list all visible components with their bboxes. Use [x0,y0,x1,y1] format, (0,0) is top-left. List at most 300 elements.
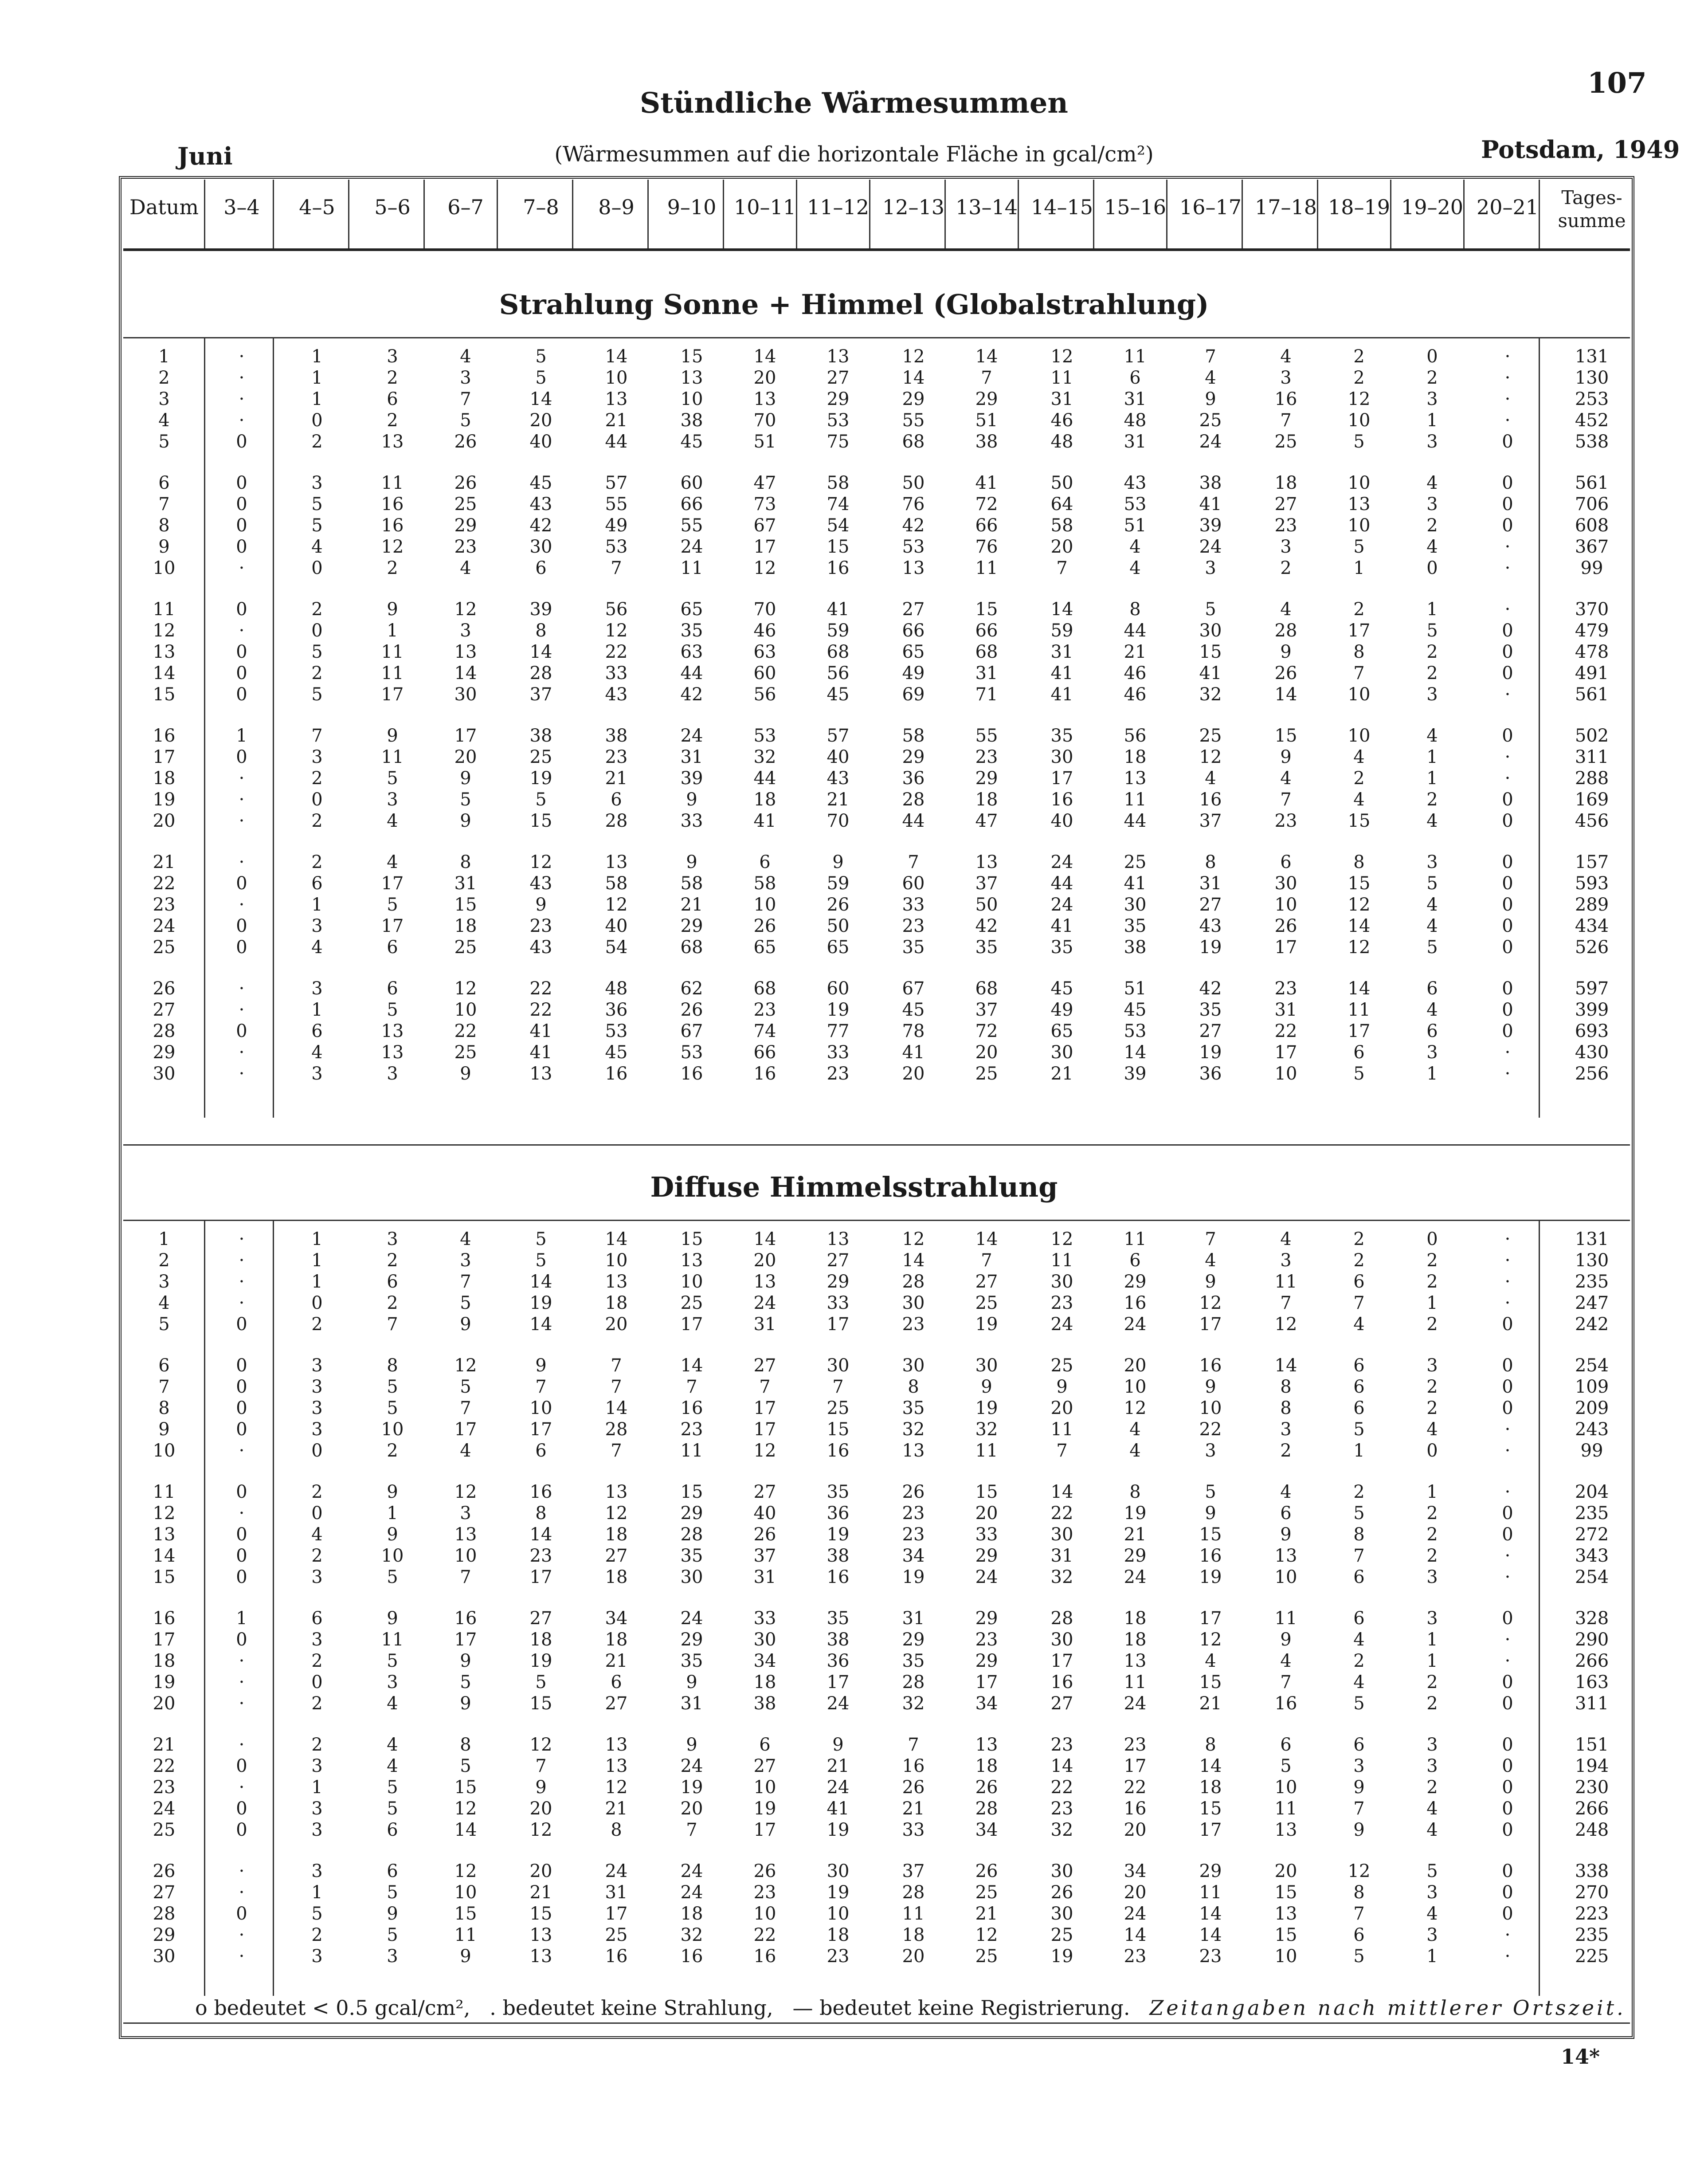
row-total: 311 [1575,747,1609,767]
table-cell: 0 [1502,1882,1513,1903]
table-cell: 67 [680,1021,703,1041]
table-cell: 20 [680,1798,703,1819]
table-cell: 42 [1199,978,1222,999]
table-cell: 41 [753,811,776,831]
table-cell: 5 [311,515,323,536]
table-cell: 30 [753,1629,776,1650]
header-column-divider [1539,180,1540,248]
table-cell: 66 [975,620,998,641]
table-cell: 23 [1274,811,1297,831]
table-cell: 1 [1353,558,1365,578]
table-cell: 9 [1353,1777,1365,1798]
table-cell: 13 [680,1250,703,1271]
table-cell: 17 [1124,1756,1147,1776]
table-cell: 5 [1353,1503,1365,1523]
table-cell: 15 [1199,1524,1222,1545]
table-cell: 0 [236,515,247,536]
row-date: 11 [153,599,176,620]
table-cell: 43 [605,684,628,705]
table-cell: 0 [311,558,323,578]
table-cell: · [1504,1629,1511,1650]
table-cell: 35 [1124,916,1147,936]
table-cell: 1 [1426,747,1438,767]
row-total: 597 [1575,978,1609,999]
table-cell: 25 [454,494,477,514]
row-date: 3 [158,389,170,409]
row-total: 194 [1575,1756,1609,1776]
table-cell: 0 [1502,937,1513,958]
table-cell: 37 [753,1546,776,1566]
table-cell: 11 [902,1904,925,1924]
table-cell: 7 [1353,1293,1365,1313]
table-cell: 0 [311,789,323,810]
table-cell: 20 [529,1798,552,1819]
table-cell: 24 [1124,1693,1147,1714]
row-date: 22 [153,873,176,894]
table-cell: 5 [535,368,547,388]
table-cell: 0 [1502,1693,1513,1714]
table-cell: 17 [605,1904,628,1924]
row-date: 2 [158,1250,170,1271]
section-title: Strahlung Sonne + Himmel (Globalstrahlung) [499,288,1209,321]
table-cell: 16 [1050,789,1073,810]
table-cell: 8 [1129,1482,1141,1502]
table-cell: 1 [311,1777,323,1798]
table-cell: 24 [1199,537,1222,557]
table-cell: · [1504,368,1511,388]
table-cell: 27 [529,1608,552,1629]
table-cell: 35 [902,1651,925,1671]
row-date: 8 [158,1398,170,1418]
row-total: 243 [1575,1419,1609,1440]
table-cell: 23 [1274,978,1297,999]
table-cell: 3 [387,1672,398,1692]
table-cell: · [1504,389,1511,409]
table-cell: 65 [753,937,776,958]
table-cell: 58 [753,873,776,894]
table-cell: 2 [311,811,323,831]
table-cell: 44 [1050,873,1073,894]
table-cell: 6 [311,1608,323,1629]
table-cell: 7 [387,1314,398,1335]
row-date: 16 [153,726,176,746]
table-cell: 45 [680,432,703,452]
table-cell: 11 [1274,1798,1297,1819]
table-cell: 7 [611,1355,622,1376]
table-cell: 42 [529,515,552,536]
table-cell: 40 [753,1503,776,1523]
table-cell: 6 [1353,1398,1365,1418]
table-cell: 6 [311,873,323,894]
table-cell: 3 [311,473,323,493]
table-cell: 12 [753,1441,776,1461]
table-cell: · [1504,1229,1511,1249]
table-cell: 29 [827,1272,850,1292]
table-cell: 68 [827,642,850,662]
table-cell: · [239,811,245,831]
table-cell: 23 [1274,515,1297,536]
table-cell: 0 [236,1904,247,1924]
table-cell: 14 [1050,1482,1073,1502]
table-cell: 23 [827,1946,850,1967]
table-cell: 4 [387,811,398,831]
table-cell: 3 [1280,368,1292,388]
table-cell: 16 [381,494,404,514]
table-cell: 67 [902,978,925,999]
table-cell: 45 [605,1042,628,1063]
table-cell: 12 [1199,1293,1222,1313]
table-cell: 12 [753,558,776,578]
table-cell: 6 [759,852,771,872]
table-cell: 27 [753,1355,776,1376]
table-cell: · [239,895,245,915]
table-cell: 0 [1502,432,1513,452]
table-cell: · [239,1293,245,1313]
table-cell: 1 [311,1250,323,1271]
column-header: 11–12 [807,195,870,219]
table-cell: 59 [827,620,850,641]
table-cell: 18 [1274,473,1297,493]
table-cell: 5 [387,1000,398,1020]
row-date: 14 [153,1546,176,1566]
table-cell: 27 [827,368,850,388]
table-cell: 4 [1205,1651,1216,1671]
table-cell: 25 [605,1925,628,1945]
table-cell: 74 [753,1021,776,1041]
table-cell: · [239,1672,245,1692]
table-cell: · [239,852,245,872]
table-cell: 3 [311,1567,323,1587]
table-cell: 15 [1199,1798,1222,1819]
table-cell: · [239,1229,245,1249]
table-cell: 4 [387,1756,398,1776]
table-cell: 13 [1274,1546,1297,1566]
table-cell: 26 [753,1861,776,1881]
table-cell: 26 [1274,916,1297,936]
row-total: 526 [1575,937,1609,958]
table-cell: 9 [387,726,398,746]
table-cell: 29 [975,1546,998,1566]
table-cell: · [239,1042,245,1063]
table-cell: 29 [902,389,925,409]
table-cell: 4 [387,1735,398,1755]
table-cell: 20 [753,1250,776,1271]
table-cell: 5 [387,1377,398,1397]
table-cell: 24 [1124,1314,1147,1335]
table-cell: 4 [1426,1419,1438,1440]
table-cell: 14 [605,1229,628,1249]
table-cell: 3 [1426,494,1438,514]
table-cell: 2 [1280,558,1292,578]
row-date: 23 [153,895,176,915]
table-cell: 58 [827,473,850,493]
table-cell: 3 [311,916,323,936]
table-cell: 1 [311,1272,323,1292]
table-cell: 19 [975,1314,998,1335]
table-cell: 9 [535,1777,547,1798]
table-cell: · [239,1651,245,1671]
table-cell: 0 [236,1567,247,1587]
table-cell: 0 [236,937,247,958]
table-cell: 30 [827,1355,850,1376]
row-total: 130 [1575,368,1609,388]
table-cell: 13 [902,558,925,578]
table-cell: 76 [975,537,998,557]
table-cell: 14 [1274,684,1297,705]
table-cell: 7 [460,1567,471,1587]
table-cell: 39 [529,599,552,620]
table-cell: 17 [1199,1608,1222,1629]
table-cell: 6 [1426,978,1438,999]
table-cell: 13 [454,1524,477,1545]
table-cell: 19 [902,1567,925,1587]
table-cell: 2 [311,432,323,452]
table-cell: 45 [827,684,850,705]
table-cell: · [1504,1567,1511,1587]
table-cell: 1 [236,726,247,746]
table-cell: 6 [1353,1272,1365,1292]
table-cell: 3 [311,1756,323,1776]
table-cell: 19 [827,1000,850,1020]
table-cell: 10 [381,1419,404,1440]
table-cell: 6 [1353,1925,1365,1945]
table-cell: 0 [311,1293,323,1313]
table-cell: 20 [529,410,552,431]
table-cell: 8 [1129,599,1141,620]
column-header: 14–15 [1030,195,1093,219]
table-cell: 25 [1199,726,1222,746]
table-cell: 70 [827,811,850,831]
table-cell: 23 [1124,1946,1147,1967]
page-subtitle: (Wärmesummen auf die horizontale Fläche in gcal/cm²) [554,142,1154,167]
table-cell: 44 [753,768,776,789]
table-cell: 41 [1050,916,1073,936]
table-cell: 50 [1050,473,1073,493]
table-cell: 41 [1199,494,1222,514]
table-cell: 5 [1426,1861,1438,1881]
table-cell: 0 [1502,1777,1513,1798]
page-title: Stündliche Wärmesummen [640,86,1068,120]
table-cell: 2 [1426,1314,1438,1335]
table-cell: 0 [1426,1229,1438,1249]
table-cell: 5 [387,1398,398,1418]
row-total: 99 [1580,558,1603,578]
table-cell: 0 [1502,1904,1513,1924]
date-column-divider [204,1220,205,1996]
table-cell: 1 [1353,1441,1365,1461]
row-total: 225 [1575,1946,1609,1967]
table-cell: 29 [1124,1272,1147,1292]
table-cell: 15 [1274,1925,1297,1945]
table-cell: 4 [1205,1250,1216,1271]
table-cell: 58 [605,873,628,894]
table-cell: 25 [975,1946,998,1967]
row-total: 561 [1575,684,1609,705]
table-cell: 7 [460,389,471,409]
table-cell: 72 [975,494,998,514]
table-cell: 0 [1502,1398,1513,1418]
table-cell: 0 [1502,1735,1513,1755]
table-cell: 11 [975,558,998,578]
table-cell: 14 [529,1314,552,1335]
table-cell: 9 [1280,642,1292,662]
header-column-divider [869,180,870,248]
table-cell: 0 [1502,473,1513,493]
table-cell: 24 [1124,1567,1147,1587]
table-cell: 11 [1124,1229,1147,1249]
table-cell: 3 [460,1503,471,1523]
table-cell: 53 [1124,494,1147,514]
table-cell: 19 [1124,1503,1147,1523]
table-cell: 40 [827,747,850,767]
table-cell: 44 [902,811,925,831]
table-cell: 4 [1426,1904,1438,1924]
table-cell: 4 [1280,1482,1292,1502]
table-cell: 22 [1124,1777,1147,1798]
legend-zero: o bedeutet < 0.5 gcal/cm², [195,1996,470,2020]
table-cell: 21 [605,410,628,431]
row-total: 99 [1580,1441,1603,1461]
table-cell: · [239,789,245,810]
row-date: 1 [158,1229,170,1249]
table-cell: 14 [975,346,998,367]
table-cell: 16 [827,558,850,578]
table-cell: 2 [387,1441,398,1461]
table-cell: 40 [1050,811,1073,831]
table-cell: 70 [753,599,776,620]
table-cell: 3 [387,346,398,367]
table-cell: 65 [827,937,850,958]
table-cell: 12 [454,1861,477,1881]
table-cell: 5 [1205,599,1216,620]
row-total: 370 [1575,599,1609,620]
table-cell: 3 [1205,1441,1216,1461]
table-cell: 16 [1199,1355,1222,1376]
table-cell: 31 [1050,1546,1073,1566]
table-cell: 0 [1502,1000,1513,1020]
table-cell: 17 [454,726,477,746]
table-cell: 40 [605,916,628,936]
table-cell: 5 [460,1756,471,1776]
table-cell: 16 [605,1946,628,1967]
row-date: 25 [153,937,176,958]
table-cell: 5 [1353,1064,1365,1084]
table-cell: 41 [1199,663,1222,683]
table-cell: 3 [1426,852,1438,872]
table-cell: 46 [1124,684,1147,705]
table-cell: 33 [902,1820,925,1840]
table-cell: 35 [902,1398,925,1418]
table-cell: 15 [1348,873,1371,894]
table-cell: 13 [753,389,776,409]
table-cell: 1 [1426,1946,1438,1967]
header-column-divider [1166,180,1167,248]
table-cell: · [239,620,245,641]
table-cell: 9 [1280,1524,1292,1545]
column-header: 17–18 [1254,195,1317,219]
table-cell: 9 [387,1524,398,1545]
row-date: 6 [158,473,170,493]
table-cell: 14 [454,1820,477,1840]
table-cell: 38 [753,1693,776,1714]
table-cell: 8 [1353,1524,1365,1545]
table-cell: · [239,1064,245,1084]
footer-legend [195,1996,1626,2020]
table-cell: 0 [1502,1503,1513,1523]
table-cell: 18 [975,789,998,810]
table-cell: · [239,1946,245,1967]
table-cell: 13 [1124,1651,1147,1671]
table-cell: 60 [902,873,925,894]
table-cell: 65 [1050,1021,1073,1041]
table-cell: 48 [1124,410,1147,431]
table-cell: 20 [529,1861,552,1881]
table-cell: 17 [381,873,404,894]
table-cell: 18 [605,1629,628,1650]
table-cell: 6 [1280,852,1292,872]
table-cell: 4 [1129,1419,1141,1440]
table-cell: 30 [1274,873,1297,894]
table-cell: 10 [1274,1567,1297,1587]
table-cell: 31 [1050,389,1073,409]
row-total: 290 [1575,1629,1609,1650]
row-total: 157 [1575,852,1609,872]
table-cell: 38 [975,432,998,452]
table-cell: 6 [1353,1355,1365,1376]
table-cell: 19 [827,1820,850,1840]
row-total: 452 [1575,410,1609,431]
table-cell: 60 [680,473,703,493]
row-date: 15 [153,1567,176,1587]
table-cell: · [1504,410,1511,431]
table-cell: 14 [605,1398,628,1418]
table-cell: 2 [1353,368,1365,388]
table-cell: 26 [753,1524,776,1545]
table-cell: 29 [902,747,925,767]
table-cell: 30 [1050,747,1073,767]
table-cell: · [1504,684,1511,705]
table-cell: 3 [1426,1925,1438,1945]
table-cell: 24 [680,1861,703,1881]
table-cell: 5 [1353,432,1365,452]
table-cell: 21 [605,1798,628,1819]
table-cell: 14 [753,1229,776,1249]
table-cell: 24 [975,1567,998,1587]
table-cell: 16 [680,1946,703,1967]
table-cell: 31 [753,1567,776,1587]
table-cell: 2 [1426,368,1438,388]
table-cell: 36 [1199,1064,1222,1084]
table-cell: 23 [753,1882,776,1903]
table-cell: 9 [1056,1377,1068,1397]
table-cell: 30 [1050,1904,1073,1924]
table-cell: 14 [680,1355,703,1376]
header-rule [123,248,1630,251]
table-cell: 27 [1199,1021,1222,1041]
table-cell: 4 [1280,1229,1292,1249]
table-cell: 2 [1426,1377,1438,1397]
table-cell: 0 [1502,1314,1513,1335]
table-cell: 16 [902,1756,925,1776]
table-cell: 12 [1348,937,1371,958]
table-cell: 33 [680,811,703,831]
table-cell: 12 [1050,1229,1073,1249]
table-cell: 4 [387,1693,398,1714]
table-cell: 1 [387,620,398,641]
row-date: 9 [158,1419,170,1440]
table-cell: 4 [1280,768,1292,789]
table-cell: 35 [1199,1000,1222,1020]
